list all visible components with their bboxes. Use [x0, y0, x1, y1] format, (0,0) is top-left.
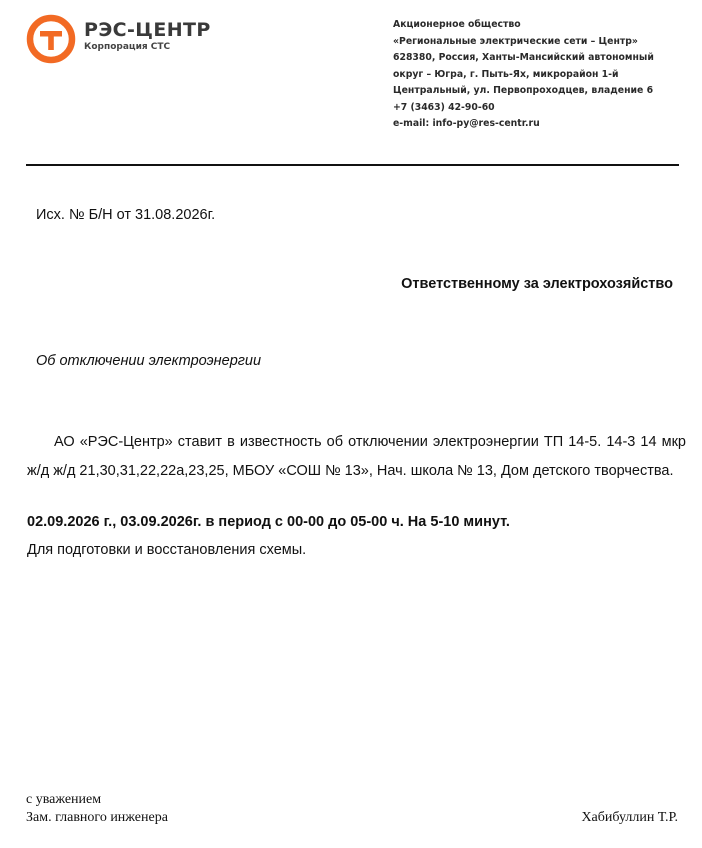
company-type: Акционерное общество [393, 19, 521, 30]
outgoing-reference: Исх. № Б/Н от 31.08.2026г. [36, 207, 216, 223]
company-details [393, 17, 693, 133]
company-email: e-mail: info-py@res-centr.ru [393, 118, 540, 129]
company-address-line-3: Центральный, ул. Первопроходцев, владение 6 [393, 85, 654, 96]
outage-schedule: 02.09.2026 г., 03.09.2026г. в период с 00-00 до 05-00 ч. На 5-10 минут. [27, 514, 510, 530]
company-logo [26, 14, 211, 64]
company-name: «Региональные электрические сети – Центр» [393, 35, 638, 47]
company-address-line-1: 628380, Россия, Ханты-Мансийский автономный [393, 52, 654, 63]
company-address-line-2: округ – Югра, г. Пыть-Ях, микрорайон 1-й [393, 68, 619, 80]
body-paragraph: АО «РЭС-Центр» ставит в известность об отключении электроэнергии ТП 14-5. 14-3 14 мкр ж/д ж/д 21,30,31,22,22а,23,25, МБОУ «СОШ № 13», Нач. школа № 13, Дом детского творчества. [27, 434, 686, 479]
res-centr-logo-icon [26, 14, 76, 64]
logo-name: РЭС-ЦЕНТР [84, 19, 211, 41]
addressee: Ответственному за электрохозяйство [401, 276, 673, 292]
closing-phrase: с уважением [26, 792, 102, 807]
signature-block [26, 791, 168, 827]
logo-subtitle: Корпорация СТС [84, 42, 171, 52]
signer-name: Хабибуллин Т.Р. [581, 810, 678, 825]
header-divider [26, 164, 679, 166]
company-phone: +7 (3463) 42-90-60 [393, 101, 495, 113]
letter-subject: Об отключении электроэнергии [36, 353, 262, 369]
signer-position: Зам. главного инженера [26, 810, 168, 825]
outage-reason: Для подготовки и восстановления схемы. [27, 542, 307, 558]
